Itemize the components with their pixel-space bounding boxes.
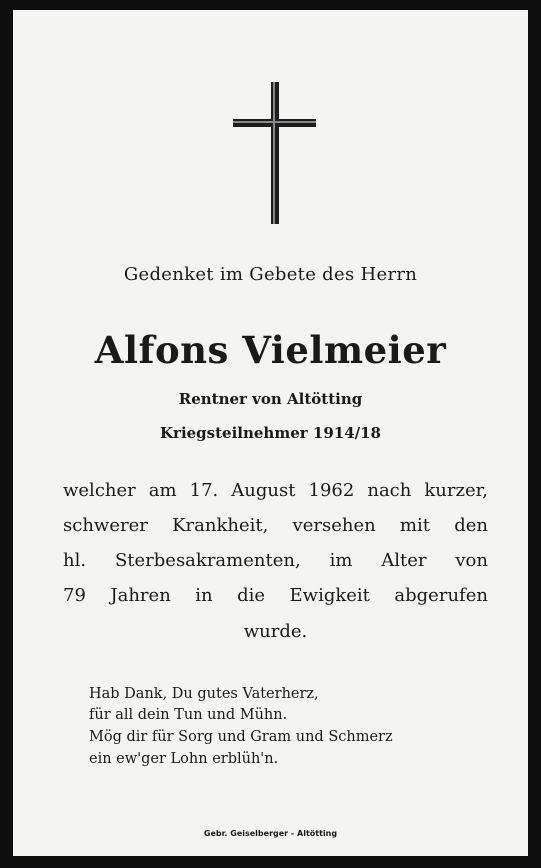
paragraph-word: von (455, 550, 488, 571)
paragraph-word: im (329, 550, 353, 571)
paragraph-word: kurzer, (424, 480, 488, 501)
verse-line: für all dein Tun und Mühn. (89, 707, 288, 723)
paragraph-word: mit (399, 515, 430, 536)
paragraph-word: die (237, 585, 266, 606)
paragraph-word: wurde. (243, 621, 308, 642)
paragraph-word: in (195, 585, 213, 606)
verse-line: Mög dir für Sorg und Gram und Schmerz (89, 729, 393, 745)
paragraph-line (63, 585, 488, 606)
paragraph-word: abgerufen (394, 585, 488, 606)
subtitle-occupation: Rentner von Altötting (178, 390, 363, 408)
paragraph-word: Alter (381, 550, 427, 571)
latin-cross-icon (13, 10, 528, 225)
paragraph-line (63, 621, 488, 642)
paragraph-word: 79 (63, 585, 86, 606)
paragraph-word: Jahren (110, 585, 171, 606)
paragraph-word: 17. (189, 480, 219, 501)
paragraph-word: 1962 (308, 480, 355, 501)
deceased-name: Alfons Vielmeier (94, 328, 447, 372)
paragraph-line (63, 550, 488, 571)
paragraph-line (63, 515, 488, 536)
paragraph-word: hl. (63, 550, 87, 571)
prayer-intro: Gedenket im Gebete des Herrn (123, 264, 418, 285)
paragraph-word: August (231, 480, 296, 501)
subtitle-veteran: Kriegsteilnehmer 1914/18 (160, 424, 381, 442)
paragraph-word: schwerer (63, 515, 148, 536)
paragraph-word: versehen (292, 515, 376, 536)
verse-line: ein ew'ger Lohn erblüh'n. (89, 751, 279, 767)
verse-line: Hab Dank, Du gutes Vaterherz, (89, 686, 319, 702)
paragraph-word: welcher (63, 480, 136, 501)
memorial-card (13, 10, 528, 856)
paragraph-word: nach (367, 480, 412, 501)
paragraph-line (63, 480, 488, 501)
paragraph-word: Krankheit, (172, 515, 269, 536)
paragraph-word: den (454, 515, 488, 536)
paragraph-word: Sterbesakramenten, (114, 550, 301, 571)
printer-credit: Gebr. Geiselberger - Altötting (203, 829, 338, 838)
paragraph-word: am (148, 480, 177, 501)
paragraph-word: Ewigkeit (289, 585, 370, 606)
